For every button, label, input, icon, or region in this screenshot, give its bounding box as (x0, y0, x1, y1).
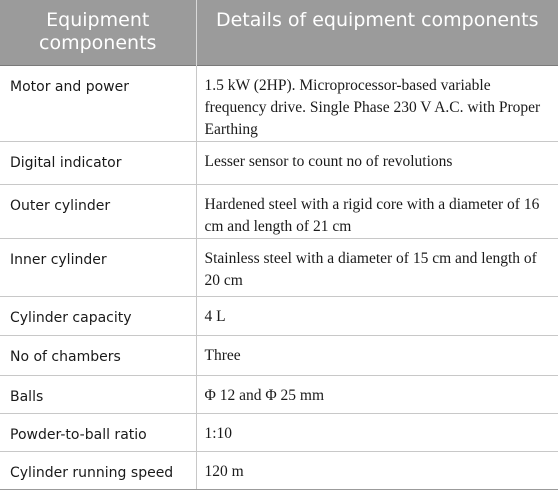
table-row (0, 297, 558, 336)
component-cell: Outer cylinder (0, 185, 196, 239)
component-cell: Inner cylinder (0, 239, 196, 297)
column-header-details: Details of equipment components (196, 0, 558, 66)
component-cell: No of chambers (0, 336, 196, 376)
component-cell: Motor and power (0, 66, 196, 142)
table-row (0, 142, 558, 185)
details-cell: 4 L (196, 297, 558, 336)
table-row (0, 239, 558, 297)
component-cell: Cylinder running speed (0, 452, 196, 490)
table-row (0, 376, 558, 414)
table-body (0, 66, 558, 490)
component-cell: Digital indicator (0, 142, 196, 185)
table-header (0, 0, 558, 66)
details-cell: 1.5 kW (2HP). Microprocessor-based variable frequency drive. Single Phase 230 V A.C. with Proper Earthing (196, 66, 558, 142)
details-cell: Φ 12 and Φ 25 mm (196, 376, 558, 414)
table-row (0, 336, 558, 376)
table-row (0, 452, 558, 490)
component-cell: Powder-to-ball ratio (0, 414, 196, 452)
details-cell: 1:10 (196, 414, 558, 452)
component-cell: Cylinder capacity (0, 297, 196, 336)
column-header-components: Equipment components (0, 0, 196, 66)
table-row (0, 185, 558, 239)
details-cell: Stainless steel with a diameter of 15 cm and length of 20 cm (196, 239, 558, 297)
details-cell: Hardened steel with a rigid core with a diameter of 16 cm and length of 21 cm (196, 185, 558, 239)
details-cell: Three (196, 336, 558, 376)
header-row (0, 0, 558, 66)
details-cell: 120 m (196, 452, 558, 490)
table-row (0, 414, 558, 452)
table-row (0, 66, 558, 142)
details-cell: Lesser sensor to count no of revolutions (196, 142, 558, 185)
component-cell: Balls (0, 376, 196, 414)
